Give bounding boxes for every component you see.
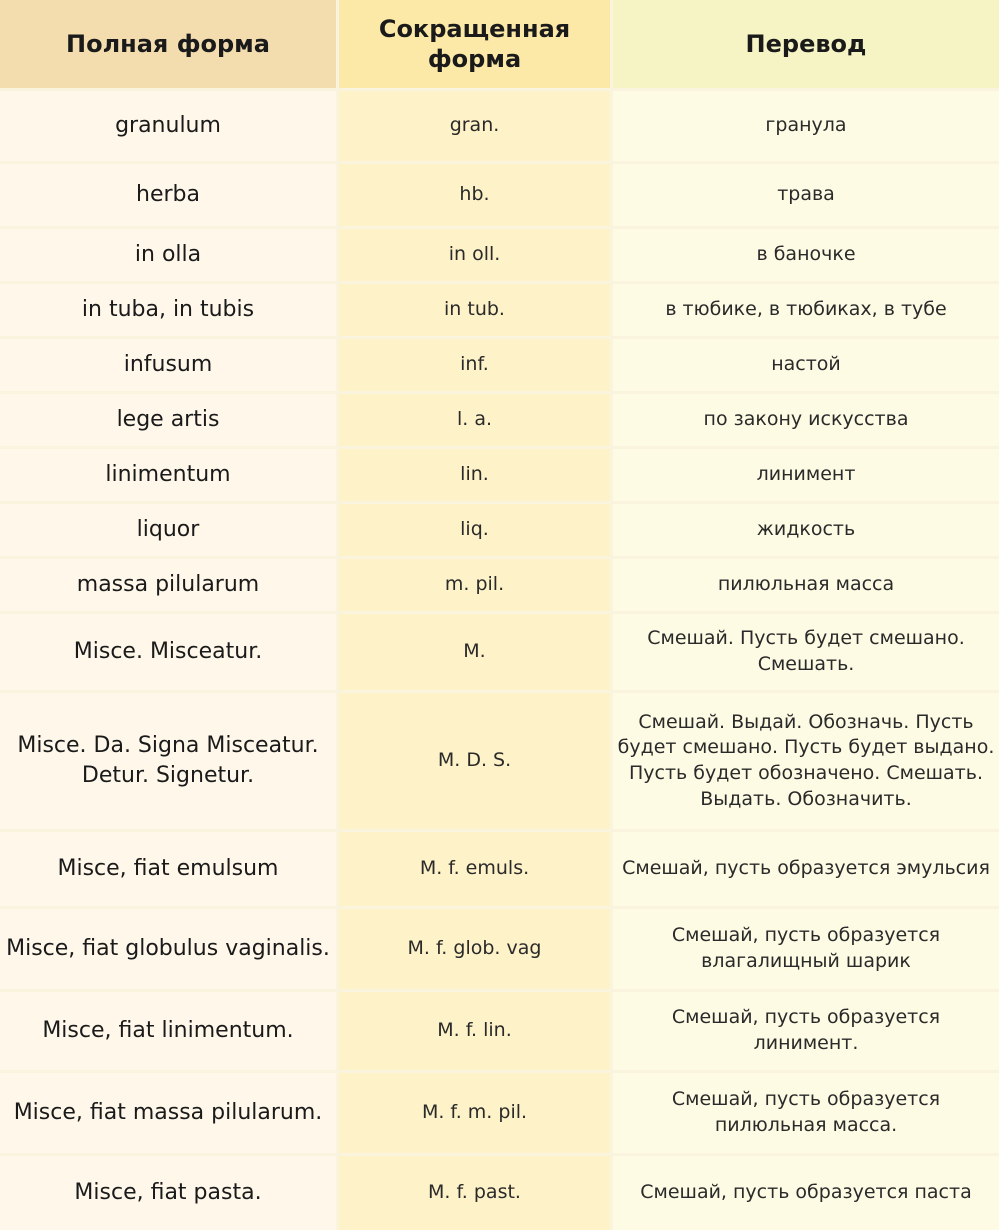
cell-short-form: liq.: [339, 504, 610, 556]
cell-short-form: lin.: [339, 449, 610, 501]
cell-short-form: M. D. S.: [339, 693, 610, 829]
cell-translation: по закону искусства: [613, 394, 999, 446]
cell-translation: линимент: [613, 449, 999, 501]
header-short-form: Сокращенная форма: [339, 0, 610, 88]
cell-full-form: Misce, fiat globulus vaginalis.: [0, 909, 336, 989]
cell-full-form: granulum: [0, 91, 336, 161]
cell-short-form: l. a.: [339, 394, 610, 446]
cell-short-form: M. f. glob. vag: [339, 909, 610, 989]
cell-short-form: M. f. lin.: [339, 992, 610, 1070]
cell-translation: пилюльная масса: [613, 559, 999, 611]
cell-full-form: Misce. Da. Signa Misceatur. Detur. Signetur.: [0, 693, 336, 829]
cell-full-form: Misce. Misceatur.: [0, 614, 336, 690]
cell-translation: Смешай, пусть образуется эмульсия: [613, 832, 999, 906]
cell-full-form: massa pilularum: [0, 559, 336, 611]
cell-full-form: Misce, fiat emulsum: [0, 832, 336, 906]
cell-translation: Смешай, пусть образуется пилюльная масса.: [613, 1073, 999, 1153]
cell-full-form: liquor: [0, 504, 336, 556]
cell-short-form: hb.: [339, 164, 610, 226]
cell-translation: жидкость: [613, 504, 999, 556]
cell-translation: в тюбике, в тюбиках, в тубе: [613, 284, 999, 336]
cell-short-form: M.: [339, 614, 610, 690]
header-full-form: Полная форма: [0, 0, 336, 88]
cell-full-form: herba: [0, 164, 336, 226]
cell-short-form: inf.: [339, 339, 610, 391]
cell-full-form: in tuba, in tubis: [0, 284, 336, 336]
cell-short-form: M. f. m. pil.: [339, 1073, 610, 1153]
cell-full-form: in olla: [0, 229, 336, 281]
cell-short-form: M. f. past.: [339, 1156, 610, 1230]
cell-full-form: Misce, fiat linimentum.: [0, 992, 336, 1070]
cell-short-form: in oll.: [339, 229, 610, 281]
cell-short-form: gran.: [339, 91, 610, 161]
cell-translation: Смешай, пусть образуется влагалищный шарик: [613, 909, 999, 989]
cell-full-form: infusum: [0, 339, 336, 391]
cell-short-form: m. pil.: [339, 559, 610, 611]
cell-translation: Смешай. Выдай. Обозначь. Пусть будет смешано. Пусть будет выдано. Пусть будет обозначено. Смешать. Выдать. Обозначить.: [613, 693, 999, 829]
cell-translation: Смешай, пусть образуется паста: [613, 1156, 999, 1230]
cell-full-form: lege artis: [0, 394, 336, 446]
header-translation: Перевод: [613, 0, 999, 88]
cell-translation: в баночке: [613, 229, 999, 281]
cell-translation: гранула: [613, 91, 999, 161]
cell-translation: Смешай. Пусть будет смешано. Смешать.: [613, 614, 999, 690]
cell-short-form: in tub.: [339, 284, 610, 336]
cell-short-form: M. f. emuls.: [339, 832, 610, 906]
cell-full-form: linimentum: [0, 449, 336, 501]
cell-translation: трава: [613, 164, 999, 226]
cell-translation: Смешай, пусть образуется линимент.: [613, 992, 999, 1070]
cell-full-form: Misce, fiat pasta.: [0, 1156, 336, 1230]
cell-translation: настой: [613, 339, 999, 391]
cell-full-form: Misce, fiat massa pilularum.: [0, 1073, 336, 1153]
